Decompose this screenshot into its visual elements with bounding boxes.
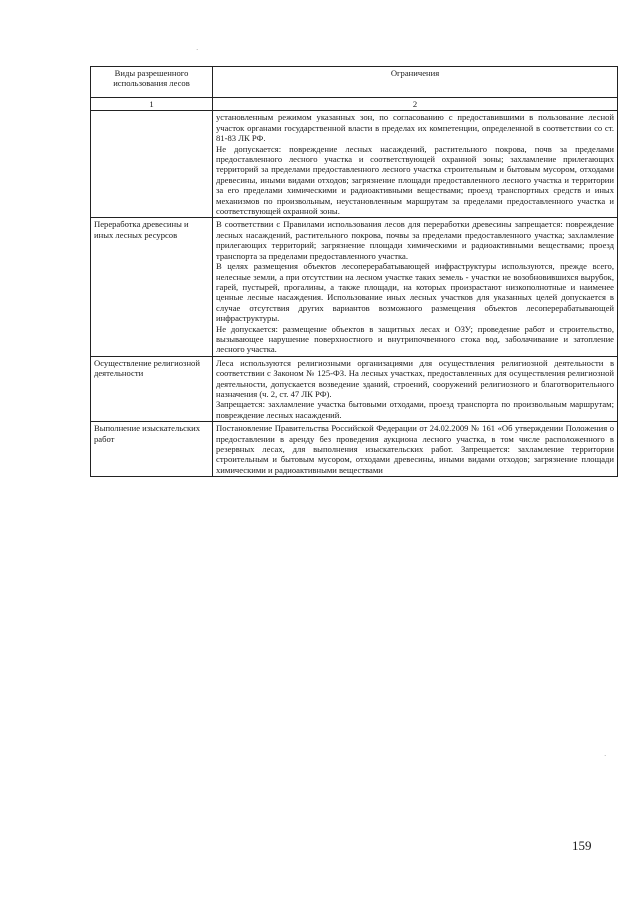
row-usage-type: Осуществление религиозной деятельности <box>91 356 213 421</box>
row-usage-type <box>91 111 213 218</box>
restriction-paragraph: В целях размещения объектов лесоперерабатывающей инфраструктуры используются, прежде всего, нелесные земли, а при отсутствии на лесном участке таких земель - участки не возобновившихся вырубок, гарей, пустырей, прогалины, а также площади, на которых произрастают низкополнотные и наименее ценные лесные насаждения. Использование иных лесных участков для указанных целей допускается в случае отсутствия других вариантов возможного размещения объектов лесоперерабатывающей инфраструктуры. <box>216 261 614 324</box>
restriction-paragraph: Не допускается: повреждение лесных насаждений, растительного покрова, почв за пределами предоставленного лесного участка и соответствующей охранной зоны; захламление прилегающих территорий за пределами предоставленного лесного участка строительным и бытовым мусором, отходами древесины, иными видами отходов; загрязнение площади предоставленного лесного участка и территории за его пределами химическими и радиоактивными веществами; проезд транспортных средств и иных механизмов по произвольным, неустановленным маршрутам за пределами предоставленного участка и соответствующей охранной зоны. <box>216 143 614 217</box>
row-restrictions <box>213 218 618 356</box>
restriction-paragraph: Запрещается: захламление участка бытовыми отходами, проезд транспорта по произвольным маршрутам; повреждение лесных насаждений. <box>216 399 614 420</box>
row-usage-type: Выполнение изыскательских работ <box>91 422 213 477</box>
restriction-paragraph: Постановление Правительства Российской Федерации от 24.02.2009 № 161 «Об утверждении Положения о предоставлении в аренду без проведения аукциона лесного участка, в том числе расположенного в резервных лесах, для выполнения изыскательских работ. Запрещается: захламление территории строительным и бытовым мусором, отходами древесины, иными видами отходов; загрязнение площади химическими и радиоактивными веществами <box>216 423 614 475</box>
table-row <box>91 111 618 218</box>
restriction-paragraph: Не допускается: размещение объектов в защитных лесах и ОЗУ; проведение работ и строительство, вызывающее нарушение поверхностного и внутрипочвенного стока вод, заболачивание и затопление лесного участка. <box>216 323 614 355</box>
table-row <box>91 356 618 421</box>
column-number-2: 2 <box>213 98 618 111</box>
restriction-paragraph: установленным режимом указанных зон, по согласованию с предоставившими в пользование лесной участок органами государственной власти в пределах их компетенции, определенной в соответствии со ст. 81-83 ЛК РФ. <box>216 112 614 144</box>
table-header-row <box>91 67 618 98</box>
table-row <box>91 218 618 356</box>
header-restrictions: Ограничения <box>213 67 618 98</box>
header-usage-types: Виды разрешенного использования лесов <box>91 67 213 98</box>
scan-speck: · <box>604 752 607 760</box>
table-row <box>91 422 618 477</box>
scan-speck: · <box>196 46 199 54</box>
page-number: 159 <box>572 838 592 853</box>
row-restrictions <box>213 356 618 421</box>
row-usage-type: Переработка древесины и иных лесных ресурсов <box>91 218 213 356</box>
row-restrictions <box>213 422 618 477</box>
row-restrictions <box>213 111 618 218</box>
table-numbering-row <box>91 98 618 111</box>
restrictions-table <box>90 66 618 477</box>
restriction-paragraph: В соответствии с Правилами использования лесов для переработки древесины запрещается: повреждение лесных насаждений, растительного покрова, почвы за пределами предоставленного участка; захламление прилегающих территорий; загрязнение площади химическими и радиоактивными веществами; проезд транспорта за пределами предоставленного участка. <box>216 219 614 261</box>
column-number-1: 1 <box>91 98 213 111</box>
restriction-paragraph: Леса используются религиозными организациями для осуществления религиозной деятельности в соответствии с Законом № 125-ФЗ. На лесных участках, предоставленных для осуществления религиозной деятельности, допускается возведение зданий, строений, сооружений религиозного и благотворительного назначения (ч. 2, ст. 47 ЛК РФ). <box>216 357 614 399</box>
